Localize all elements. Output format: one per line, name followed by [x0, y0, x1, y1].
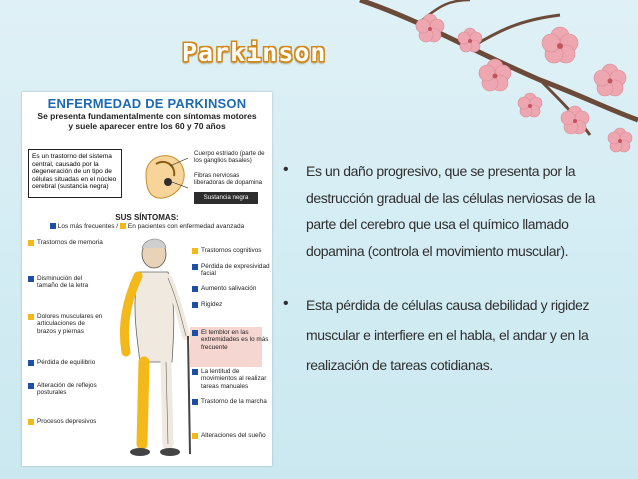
- symptom-text: Pérdida de expresividad facial: [201, 263, 270, 278]
- symptoms-title: SUS SÍNTOMAS:: [115, 213, 179, 222]
- symptom-square-icon: [192, 369, 198, 375]
- symptom-text: Pérdida de equilibrio: [37, 359, 96, 366]
- label-fibras-nerviosas: Fibras nerviosas liberadoras de dopamina: [194, 172, 263, 186]
- symptom-square-icon: [192, 399, 198, 405]
- symptom-item: [192, 301, 272, 308]
- infographic-header: [28, 96, 266, 131]
- symptom-item: [192, 263, 272, 278]
- legend-advanced: En pacientes con enfermedad avanzada: [127, 223, 245, 230]
- symptom-square-icon: [192, 302, 198, 308]
- symptom-item: [28, 275, 103, 290]
- symptom-text: Trastorno de la marcha: [201, 398, 267, 405]
- symptoms-legend: [28, 223, 266, 230]
- bullet-item: [283, 290, 623, 380]
- symptom-item: [28, 359, 103, 366]
- symptom-item: [192, 285, 272, 292]
- advanced-square-icon: [120, 223, 126, 229]
- symptom-square-icon: [192, 264, 198, 270]
- symptom-square-icon: [192, 286, 198, 292]
- symptom-item: [28, 239, 103, 246]
- symptom-item: [28, 382, 103, 397]
- symptom-item: [28, 313, 103, 335]
- infographic-subtitle-2: y suele aparecer entre los 60 y 70 años: [68, 121, 226, 131]
- symptom-text: Procesos depresivos: [37, 418, 97, 425]
- elderly-person-illustration: [102, 232, 202, 464]
- symptom-item: [192, 368, 272, 390]
- symptom-text: Disminución del tamaño de la letra: [37, 275, 89, 290]
- slide-title: Parkinson: [182, 38, 327, 67]
- symptom-square-icon: [28, 276, 34, 282]
- symptom-text: Aumento salivación: [201, 285, 257, 292]
- symptom-text: Trastornos cognitivos: [201, 247, 262, 254]
- bullet-text: Esta pérdida de células causa debilidad y rigidez muscular e interfiere en el habla, el andar y en la realización de tareas cotidianas.: [306, 297, 590, 373]
- symptom-text: Trastornos de memoria: [37, 239, 103, 246]
- symptom-text: El temblor en las extremidades es lo más frecuente: [201, 329, 269, 351]
- infographic-title: ENFERMEDAD DE PARKINSON: [47, 96, 247, 111]
- symptom-text: La lentitud de movimientos al realizar tareas manuales: [201, 368, 267, 390]
- parkinson-infographic: [22, 92, 272, 466]
- infographic-description: Es un trastorno del sistema central, causado por la degeneración de un tipo de células situadas en el núcleo cerebral (sustancia negra): [28, 149, 122, 198]
- symptom-square-icon: [28, 314, 34, 320]
- legend-frequent: Los más frecuentes /: [57, 223, 119, 230]
- brain-illustration: [140, 144, 188, 204]
- label-cuerpo-estriado: Cuerpo estriado (parte de los ganglios basales): [194, 150, 265, 164]
- symptom-square-icon: [28, 419, 34, 425]
- symptom-square-icon: [28, 383, 34, 389]
- bullet-dot: •: [283, 295, 289, 312]
- symptom-item: [192, 398, 272, 405]
- symptom-text: Alteraciones del sueño: [201, 432, 266, 439]
- bullet-dot: •: [283, 161, 289, 178]
- bullet-text: Es un daño progresivo, que se presenta por la destrucción gradual de las células nerviosas de la parte del cerebro que usa el químico llamado dopamina (controla el movimiento muscular).: [306, 163, 595, 259]
- symptom-square-icon: [192, 248, 198, 254]
- symptom-square-icon: [28, 360, 34, 366]
- bullet-list: [283, 158, 623, 380]
- symptom-square-icon: [28, 240, 34, 246]
- label-sustancia-negra: Sustancia negra: [194, 192, 258, 204]
- symptom-square-icon: [192, 433, 198, 439]
- symptom-text: Rigidez: [201, 301, 223, 308]
- symptom-item: [28, 418, 103, 425]
- symptom-item: [192, 432, 272, 439]
- symptom-item: [192, 247, 272, 254]
- bullet-item: [283, 158, 623, 264]
- symptom-square-icon: [192, 330, 198, 336]
- symptom-text: Dolores musculares en articulaciones de brazos y piernas: [37, 313, 103, 335]
- infographic-subtitle-1: Se presenta fundamentalmente con síntomas motores: [37, 111, 257, 121]
- frequent-square-icon: [50, 223, 56, 229]
- symptom-item: [192, 329, 272, 351]
- symptom-text: Alteración de reflejos posturales: [37, 382, 97, 397]
